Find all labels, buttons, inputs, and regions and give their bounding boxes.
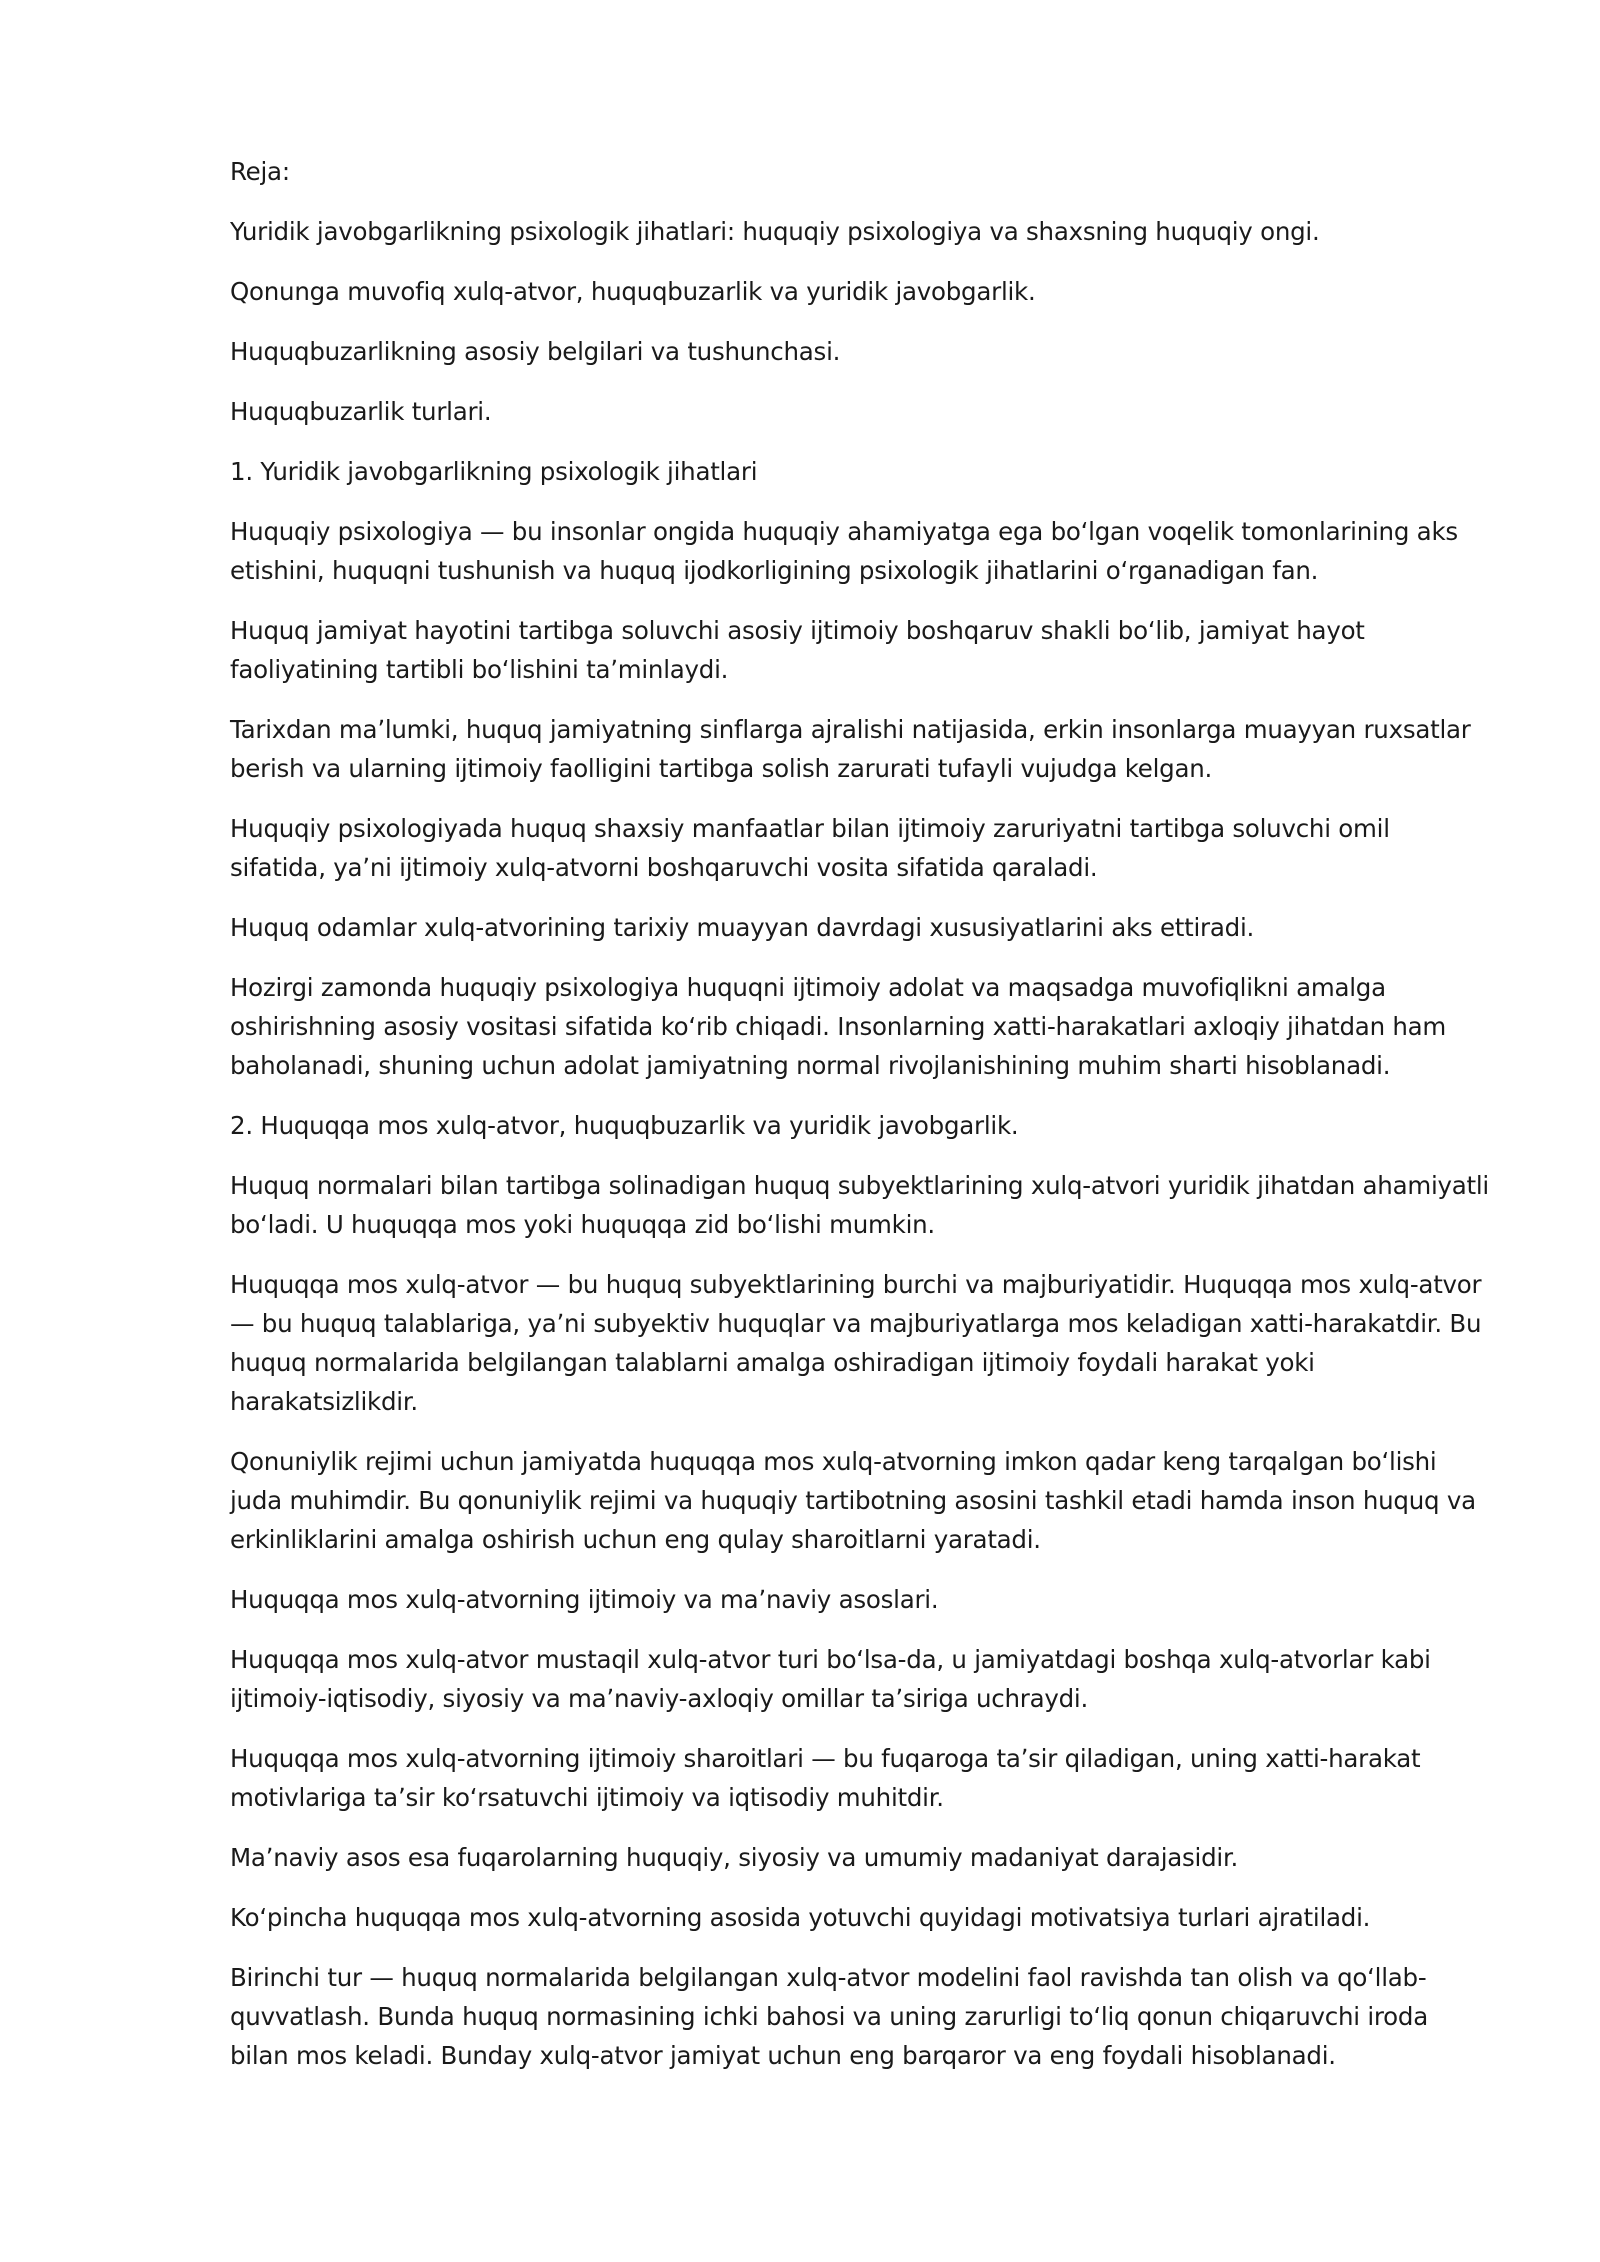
section-2-heading: 2. Huquqqa mos xulq-atvor, huquqbuzarlik va yuridik javobgarlik.: [230, 1111, 1019, 1140]
section-1-heading: 1. Yuridik javobgarlikning psixologik jihatlari: [230, 457, 758, 486]
plan-item-2: Qonunga muvofiq xulq-atvor, huquqbuzarlik va yuridik javobgarlik.: [230, 277, 1036, 306]
subsection-heading: Huquqqa mos xulq-atvorning ijtimoiy va maʼnaviy asoslari.: [230, 1585, 939, 1614]
body-paragraph: Huquq odamlar xulq-atvorining tarixiy muayyan davrdagi xususiyatlarini aks ettiradi.: [230, 913, 1255, 942]
body-paragraph: Huquqqa mos xulq-atvor mustaqil xulq-atvor turi boʻlsa-da, u jamiyatdagi boshqa xulq-atvorlar kabi ijtimoiy-iqtisodiy, siyosiy va maʼnaviy-axloqiy omillar taʼsiriga uchraydi.: [230, 1645, 1431, 1713]
body-paragraph: Birinchi tur — huquq normalarida belgilangan xulq-atvor modelini faol ravishda tan olish va qoʻllab-quvvatlash. Bunda huquq normasining ichki bahosi va uning zarurligi toʻliq qonun chiqaruvchi iroda bilan mos keladi. Bunday xulq-atvor jamiyat uchun eng barqaror va eng foydali hisoblanadi.: [230, 1963, 1428, 2070]
body-paragraph: Huquqqa mos xulq-atvorning ijtimoiy sharoitlari — bu fuqaroga taʼsir qiladigan, uning xatti-harakat motivlariga taʼsir koʻrsatuvchi ijtimoiy va iqtisodiy muhitdir.: [230, 1744, 1421, 1812]
body-paragraph: Huquq normalari bilan tartibga solinadigan huquq subyektlarining xulq-atvori yuridik jihatdan ahamiyatli boʻladi. U huquqqa mos yoki huquqqa zid boʻlishi mumkin.: [230, 1171, 1489, 1239]
document-body: [230, 152, 1490, 2096]
plan-item-4: Huquqbuzarlik turlari.: [230, 397, 492, 426]
body-paragraph: Huquqqa mos xulq-atvor — bu huquq subyektlarining burchi va majburiyatidir. Huquqqa mos xulq-atvor — bu huquq talablariga, yaʼni subyektiv huquqlar va majburiyatlarga mos keladigan xatti-harakatdir. Bu huquq normalarida belgilangan talablarni amalga oshiradigan ijtimoiy foydali harakat yoki harakatsizlikdir.: [230, 1270, 1482, 1416]
body-paragraph: Hozirgi zamonda huquqiy psixologiya huquqni ijtimoiy adolat va maqsadga muvofiqlikni amalga oshirishning asosiy vositasi sifatida koʻrib chiqadi. Insonlarning xatti-harakatlari axloqiy jihatdan ham baholanadi, shuning uchun adolat jamiyatning normal rivojlanishining muhim sharti hisoblanadi.: [230, 973, 1447, 1080]
body-paragraph: Huquq jamiyat hayotini tartibga soluvchi asosiy ijtimoiy boshqaruv shakli boʻlib, jamiyat hayot faoliyatining tartibli boʻlishini taʼminlaydi.: [230, 616, 1365, 684]
body-paragraph: Koʻpincha huquqqa mos xulq-atvorning asosida yotuvchi quyidagi motivatsiya turlari ajratiladi.: [230, 1903, 1371, 1932]
body-paragraph: Maʼnaviy asos esa fuqarolarning huquqiy, siyosiy va umumiy madaniyat darajasidir.: [230, 1843, 1239, 1872]
body-paragraph: Huquqiy psixologiya — bu insonlar ongida huquqiy ahamiyatga ega boʻlgan voqelik tomonlarining aks etishini, huquqni tushunish va huquq ijodkorligining psixologik jihatlarini oʻrganadigan fan.: [230, 517, 1458, 585]
body-paragraph: Qonuniylik rejimi uchun jamiyatda huquqqa mos xulq-atvorning imkon qadar keng tarqalgan boʻlishi juda muhimdir. Bu qonuniylik rejimi va huquqiy tartibotning asosini tashkil etadi hamda inson huquq va erkinliklarini amalga oshirish uchun eng qulay sharoitlarni yaratadi.: [230, 1447, 1476, 1554]
plan-item-1: Yuridik javobgarlikning psixologik jihatlari: huquqiy psixologiya va shaxsning huquqiy ongi.: [230, 217, 1320, 246]
body-paragraph: Huquqiy psixologiyada huquq shaxsiy manfaatlar bilan ijtimoiy zaruriyatni tartibga soluvchi omil sifatida, yaʼni ijtimoiy xulq-atvorni boshqaruvchi vosita sifatida qaraladi.: [230, 814, 1390, 882]
plan-item-3: Huquqbuzarlikning asosiy belgilari va tushunchasi.: [230, 337, 841, 366]
body-paragraph: Tarixdan maʼlumki, huquq jamiyatning sinflarga ajralishi natijasida, erkin insonlarga muayyan ruxsatlar berish va ularning ijtimoiy faolligini tartibga solish zarurati tufayli vujudga kelgan.: [230, 715, 1471, 783]
plan-heading: Reja:: [230, 157, 290, 186]
